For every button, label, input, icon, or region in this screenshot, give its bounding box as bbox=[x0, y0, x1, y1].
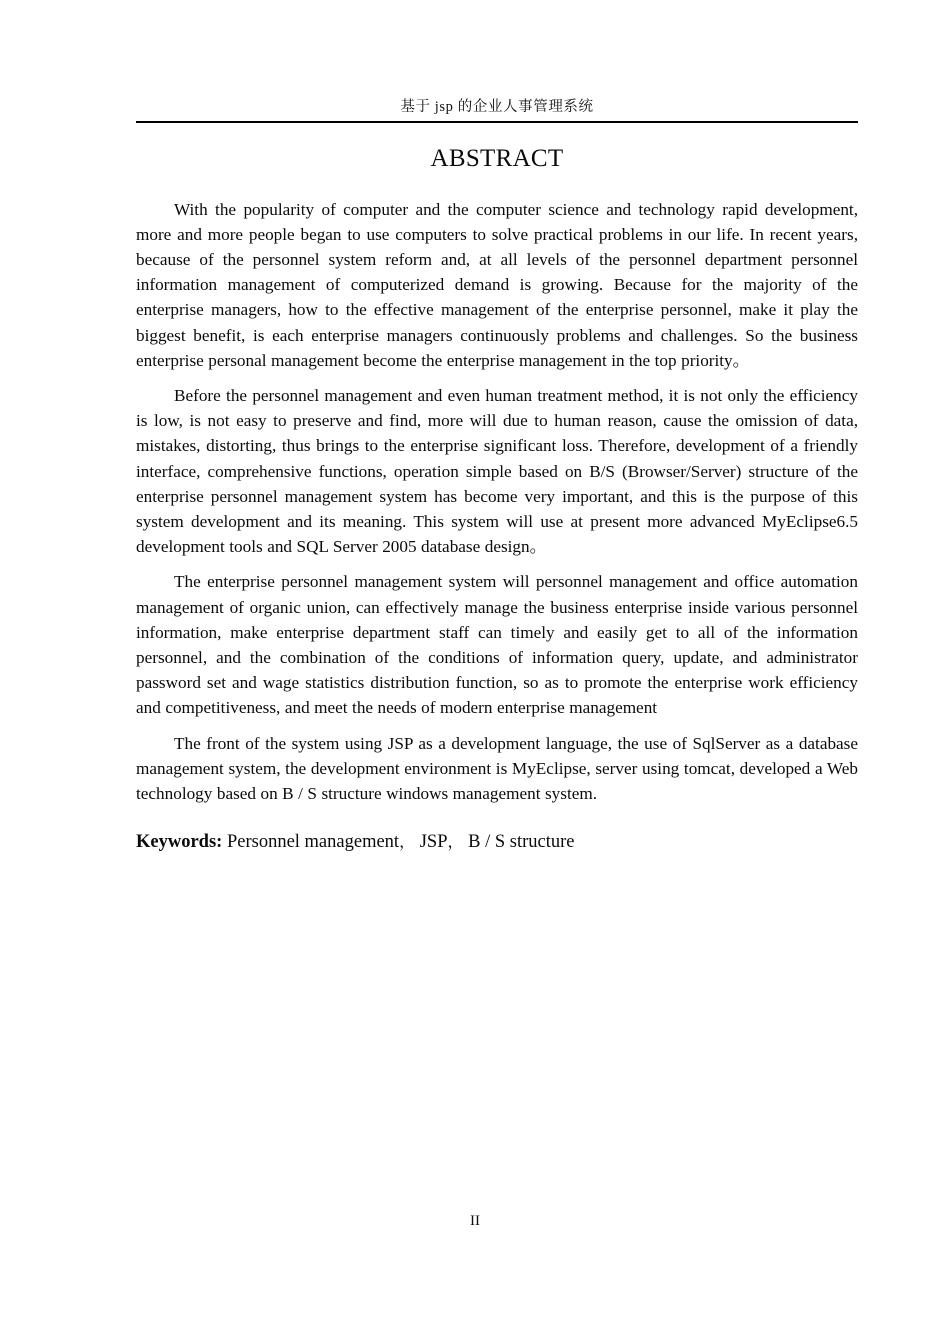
header-divider-rule bbox=[136, 121, 858, 123]
keyword-item-2: JSP bbox=[419, 832, 448, 853]
keywords-separator-1: ， bbox=[399, 832, 416, 852]
keywords-label: Keywords: bbox=[136, 832, 223, 853]
keywords-separator-2: ， bbox=[447, 832, 464, 852]
abstract-paragraph-3: The enterprise personnel management system will personnel management and office automation management of organic union, can effectively manage the business enterprise inside various personnel information, make enterprise department staff can timely and easily get to all of the information personnel, and the combination of the conditions of information query, update, and administrator password set and wage statistics distribution function, so as to promote the enterprise work efficiency and competitiveness, and meet the needs of modern enterprise management bbox=[136, 572, 858, 718]
keywords-line bbox=[136, 829, 858, 855]
keyword-item-3: B / S structure bbox=[468, 832, 575, 853]
abstract-paragraph-1: With the popularity of computer and the computer science and technology rapid development, more and more people began to use computers to solve practical problems in our life. In recent years, because of the personnel system reform and, at all levels of the personnel department personnel information management of computerized demand is growing. Because for the majority of the enterprise managers, how to the effective management of the enterprise personnel, make it play the biggest benefit, is each enterprise managers continuously problems and challenges. So the business enterprise personal management become the enterprise management in the top priority。 bbox=[136, 199, 858, 370]
page-number: II bbox=[470, 1213, 480, 1229]
keyword-item-1: Personnel management bbox=[226, 832, 400, 853]
page-content bbox=[136, 143, 858, 855]
abstract-paragraph-2: Before the personnel management and even human treatment method, it is not only the efficiency is low, is not easy to preserve and find, more will due to human reason, cause the omission of data, mistakes, distorting, thus brings to the enterprise significant loss. Therefore, development of a friendly interface, comprehensive functions, operation simple based on B/S (Browser/Server) structure of the enterprise personnel management system has become very important, and this is the purpose of this system development and its meaning. This system will use at present more advanced MyEclipse6.5 development tools and SQL Server 2005 database design。 bbox=[136, 385, 858, 557]
page-header bbox=[136, 98, 858, 123]
abstract-paragraph-4: The front of the system using JSP as a development language, the use of SqlServer as a database management system, the development environment is MyEclipse, server using tomcat, developed a Web technology based on B / S structure windows management system. bbox=[136, 733, 858, 803]
page-footer bbox=[0, 1212, 950, 1230]
page-title: ABSTRACT bbox=[430, 145, 564, 172]
running-header-title: 基于 jsp 的企业人事管理系统 bbox=[400, 99, 594, 115]
